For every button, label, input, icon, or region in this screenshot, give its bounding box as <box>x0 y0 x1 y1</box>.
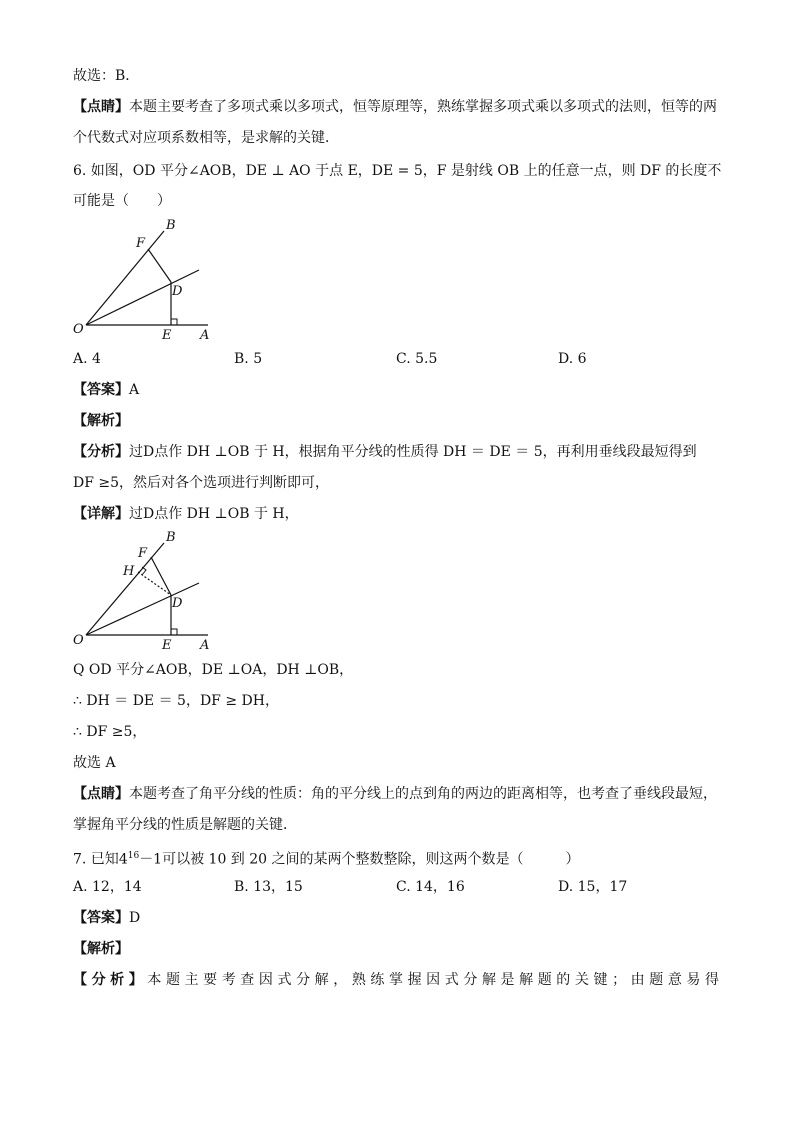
q7-option-b: B. 13，15 <box>234 879 303 895</box>
q6-figure <box>68 215 218 345</box>
q7-stem <box>73 846 580 870</box>
segment-fd <box>151 557 171 595</box>
q7-exponent: 16 <box>127 851 140 861</box>
label-f: F <box>136 236 146 251</box>
fenxi-tag: 【分析】 <box>73 444 129 460</box>
previous-comment-line-2: 个代数式对应项系数相等，是求解的关键． <box>73 130 339 146</box>
q7-option-d: D. 15，17 <box>558 879 628 895</box>
ray-ob <box>86 231 164 325</box>
q6-fenxi-line-1 <box>73 442 697 462</box>
q7-fenxi-line-1 <box>73 970 721 990</box>
q6-detail-line <box>73 504 299 524</box>
label-f: F <box>138 546 148 561</box>
fenxi-tag: 【分析】 <box>73 972 148 988</box>
q7-option-a: A. 12，14 <box>73 879 142 895</box>
label-e: E <box>162 638 172 653</box>
label-b: B <box>166 530 176 545</box>
answer-value: D <box>129 910 141 926</box>
q7-stem-pre: 7. 已知 <box>73 851 119 868</box>
q7-stem-post: －1可以被 10 到 20 之间的某两个整数整除，则这两个数是（ ） <box>139 851 580 868</box>
label-b: B <box>166 218 176 233</box>
answer-tag: 【答案】 <box>73 382 129 398</box>
right-angle-mark-e <box>171 629 177 635</box>
comment-tag: 【点睛】 <box>73 786 129 802</box>
q7-answer <box>73 908 140 928</box>
q6-proof-line-1: Q OD 平分∠AOB，DE ⊥OA，DH ⊥OB， <box>73 662 354 678</box>
q6-option-d: D. 6 <box>558 351 587 367</box>
q6-proof-line-3: ∴ DF ≥5， <box>73 724 147 740</box>
q6-comment-line-2: 掌握角平分线的性质是解题的关键． <box>73 817 297 833</box>
answer-value: A <box>129 382 140 398</box>
q6-detail-figure <box>68 527 218 657</box>
fenxi-text: 过D点作 DH ⊥OB 于 H，根据角平分线的性质得 DH ＝ DE ＝ 5，再利用垂线段最短得到 <box>129 444 697 460</box>
comment-tag: 【点睛】 <box>73 99 129 115</box>
ray-ob <box>86 543 164 635</box>
label-d: D <box>172 284 183 299</box>
q6-stem-line-1: 6. 如图，OD 平分∠AOB，DE ⊥ AO 于点 E，DE = 5，F 是射线 OB 上的任意一点，则 DF 的长度不 <box>73 163 722 179</box>
q6-choice: 故选 A <box>73 755 116 771</box>
label-h: H <box>123 564 135 579</box>
q6-analysis-heading: 【解析】 <box>73 413 129 429</box>
previous-choice: 故选：B． <box>73 68 140 84</box>
segment-dh-dashed <box>138 572 171 595</box>
label-a: A <box>200 638 210 653</box>
label-e: E <box>162 328 172 343</box>
detail-text: 过D点作 DH ⊥OB 于 H， <box>129 506 299 522</box>
answer-tag: 【答案】 <box>73 910 129 926</box>
label-o: O <box>73 322 84 337</box>
segment-fd <box>148 249 171 282</box>
q7-base: 4 <box>118 851 128 868</box>
fenxi-text: 本题主要考查因式分解，熟练掌握因式分解是解题的关键；由题意易得 <box>147 972 722 988</box>
comment-text: 本题考查了角平分线的性质：角的平分线上的点到角的两边的距离相等，也考查了垂线段最短， <box>129 786 717 802</box>
q6-option-b: B. 5 <box>234 351 263 367</box>
previous-comment-line-1 <box>73 97 717 117</box>
q6-option-a: A. 4 <box>73 351 101 367</box>
q6-proof-line-2: ∴ DH ＝ DE ＝ 5，DF ≥ DH， <box>73 693 279 709</box>
q7-option-c: C. 14，16 <box>396 879 465 895</box>
right-angle-mark <box>171 319 177 325</box>
q7-analysis-heading: 【解析】 <box>73 941 129 957</box>
q6-option-c: C. 5.5 <box>396 351 438 367</box>
q6-stem-line-2: 可能是（ ） <box>73 193 171 209</box>
label-a: A <box>200 328 210 343</box>
detail-tag: 【详解】 <box>73 506 129 522</box>
q6-comment-line-1 <box>73 784 717 804</box>
q6-answer <box>73 380 139 400</box>
comment-text: 本题主要考查了多项式乘以多项式，恒等原理等，熟练掌握多项式乘以多项式的法则，恒等的两 <box>129 99 717 115</box>
label-o: O <box>73 633 84 648</box>
q6-fenxi-line-2: DF ≥5，然后对各个选项进行判断即可， <box>73 475 330 491</box>
label-d: D <box>172 596 183 611</box>
